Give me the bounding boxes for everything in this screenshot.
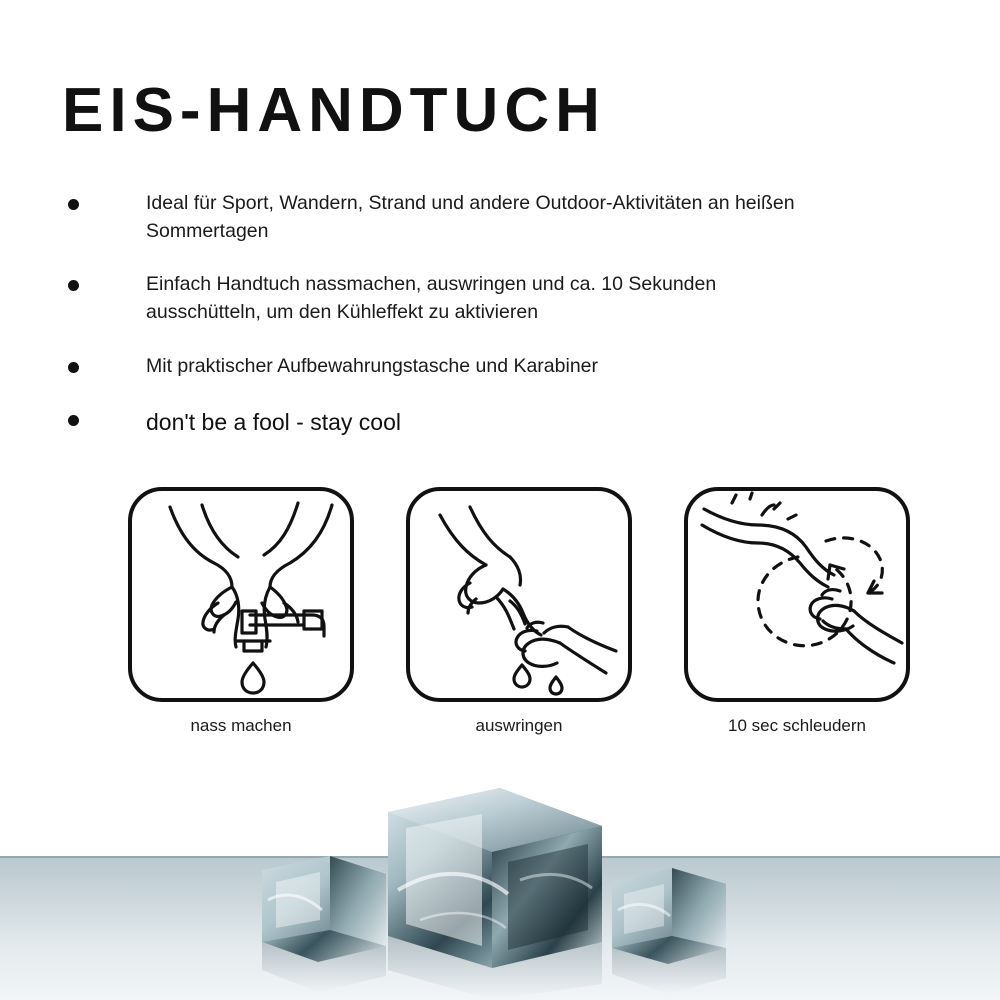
bullet-text: Mit praktischer Aufbewahrungstasche und Karabiner — [146, 354, 599, 377]
feature-bullet-list — [62, 190, 862, 465]
step-caption: auswringen — [475, 716, 563, 735]
bullet-dot-icon — [68, 415, 79, 426]
step-illustration-box — [128, 487, 354, 702]
step-swing — [684, 487, 910, 736]
bullet-dot-icon — [68, 280, 79, 291]
page-title: EIS-HANDTUCH — [62, 76, 606, 145]
usage-steps — [128, 487, 910, 736]
ice-cube-right — [612, 868, 726, 964]
bullet-text: Einfach Handtuch nassmachen, auswringen und ca. 10 Sekunden ausschütteln, um den Kühleffekt zu aktivieren — [146, 273, 717, 324]
ice-cube-center — [388, 788, 602, 968]
step-illustration-box — [684, 487, 910, 702]
step-wet — [128, 487, 354, 736]
list-item — [62, 190, 862, 245]
bullet-text: Ideal für Sport, Wandern, Strand und andere Outdoor-Aktivitäten an heißen Sommertagen — [146, 192, 795, 242]
step-caption: 10 sec schleudern — [728, 716, 866, 735]
hands-under-faucet-icon — [132, 491, 354, 702]
slogan-text: don't be a fool - stay cool — [146, 409, 401, 436]
list-item-slogan — [62, 406, 862, 439]
list-item — [62, 353, 862, 381]
bullet-dot-icon — [68, 199, 79, 210]
ice-cube-left — [262, 856, 386, 962]
hand-swinging-towel-icon — [688, 491, 910, 702]
list-item — [62, 271, 862, 326]
hands-wringing-towel-icon — [410, 491, 632, 702]
step-wring — [406, 487, 632, 736]
bullet-dot-icon — [68, 362, 79, 373]
ice-cubes-illustration — [0, 770, 1000, 1000]
ice-cubes-photo — [0, 770, 1000, 1000]
step-illustration-box — [406, 487, 632, 702]
step-caption: nass machen — [190, 716, 292, 735]
